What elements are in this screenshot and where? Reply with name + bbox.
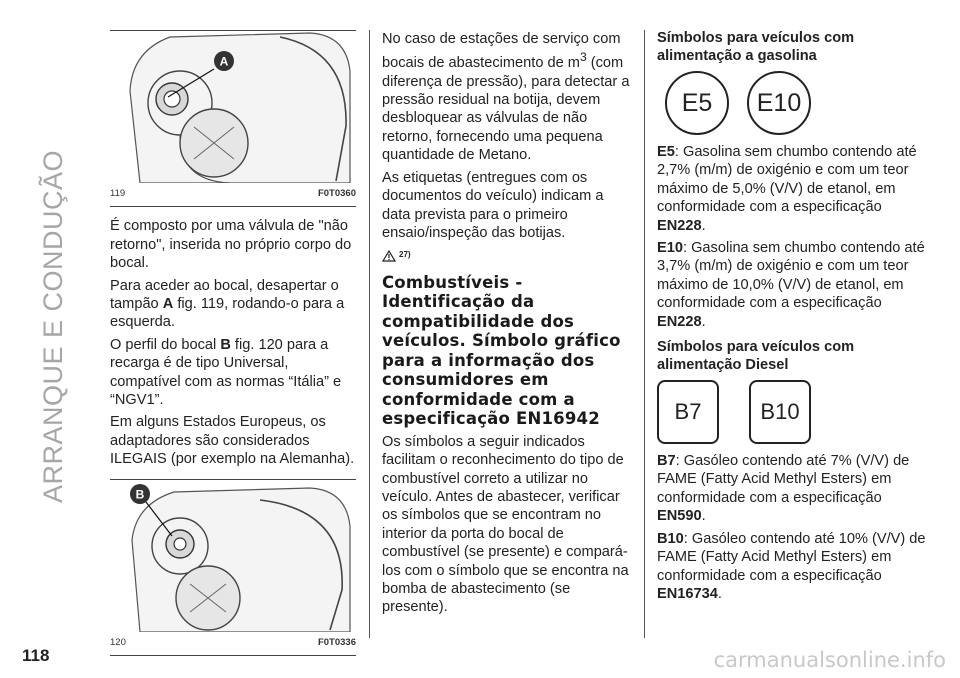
warning-icon xyxy=(382,250,396,262)
paragraph: Para aceder ao bocal, desapertar o tampão A fig. 119, rodando-o para a esquerda. xyxy=(110,277,345,331)
callout-a: A xyxy=(219,54,229,69)
callout-b: B xyxy=(135,487,145,502)
gasoline-symbols xyxy=(665,71,927,135)
column-divider xyxy=(644,30,645,638)
page-number: 118 xyxy=(22,646,50,665)
figure-number: 120 xyxy=(110,636,126,648)
paragraph: E10: Gasolina sem chumbo contendo até 3,7% (m/m) de oxigénio e com um teor máximo de 10,0% (V/V) de etanol, em conformidade com a especificação EN228. xyxy=(657,240,925,330)
gasoline-heading: Símbolos para veículos com alimentação a gasolina xyxy=(657,30,855,64)
diesel-symbols xyxy=(657,380,927,444)
paragraph: Em alguns Estados Europeus, os adaptadores são considerados ILEGAIS (por exemplo na Alemanha). xyxy=(110,414,355,468)
diesel-heading: Símbolos para veículos com alimentação Diesel xyxy=(657,339,855,373)
column-3 xyxy=(657,30,927,607)
watermark: carmanualsonline.info xyxy=(713,648,946,672)
section-heading: Combustíveis - Identificação da compatibilidade dos veículos. Símbolo gráfico para a informação dos consumidores em conformidade com a especificação EN16942 xyxy=(382,272,621,429)
paragraph: É composto por uma válvula de "não retorno", inserida no próprio corpo do bocal. xyxy=(110,218,352,272)
figure-120-nozzle xyxy=(110,479,356,632)
fuel-symbol-b10: B10 xyxy=(749,380,811,444)
paragraph: O perfil do bocal B fig. 120 para a recarga é de tipo Universal, compatível com as normas “Itália” e “NGV1”. xyxy=(110,336,342,409)
figure-caption xyxy=(110,183,356,207)
paragraph: No caso de estações de serviço com bocais de abastecimento de $m^3$ (com diferença de pressão), para detectar a pressão residual na botija, devem desbloquear as válvulas de não retorno, fornecendo uma pequena quantidade de Metano. xyxy=(382,31,630,164)
fuel-filler-illustration-b xyxy=(110,480,356,632)
paragraph: E5: Gasolina sem chumbo contendo até 2,7% (m/m) de oxigénio e com um teor máximo de 5,0% (V/V) de etanol, em conformidade com a especificação EN228. xyxy=(657,144,917,234)
section-title-text: ARRANQUE E CONDUÇÃO xyxy=(38,149,69,503)
fuel-symbol-e5: E5 xyxy=(665,71,729,135)
paragraph: B10: Gasóleo contendo até 10% (V/V) de FAME (Fatty Acid Methyl Esters) em conformidade com a especificação EN16734. xyxy=(657,530,926,602)
figure-code: F0T0360 xyxy=(317,188,356,199)
figure-caption xyxy=(110,632,356,656)
fuel-filler-illustration-a xyxy=(110,31,356,183)
figure-code: F0T0336 xyxy=(317,636,356,648)
column-1 xyxy=(110,30,356,666)
section-title-vertical xyxy=(28,26,80,626)
note-reference: 27) xyxy=(382,246,634,264)
paragraph: Os símbolos a seguir indicados facilitam o reconhecimento do tipo de combustível correto a utilizar no veículo. Antes de abastecer, verificar os símbolos que se encontram no interior da porta do bocal de combustível (se presente) e compará-los com o símbolo que se encontra na bomba de abastecimento (se presente). xyxy=(382,433,629,616)
column-2 xyxy=(382,30,634,621)
figure-number: 119 xyxy=(110,188,126,199)
figure-119-fuel-cap xyxy=(110,30,356,183)
fuel-symbol-b7: B7 xyxy=(657,380,719,444)
paragraph: B7: Gasóleo contendo até 7% (V/V) de FAME (Fatty Acid Methyl Esters) em conformidade com a especificação EN590. xyxy=(657,453,910,525)
fuel-symbol-e10: E10 xyxy=(747,71,811,135)
paragraph: As etiquetas (entregues com os documentos do veículo) indicam a data prevista para o primeiro ensaio/inspeção das botijas. xyxy=(382,169,604,241)
column-divider xyxy=(369,30,370,638)
